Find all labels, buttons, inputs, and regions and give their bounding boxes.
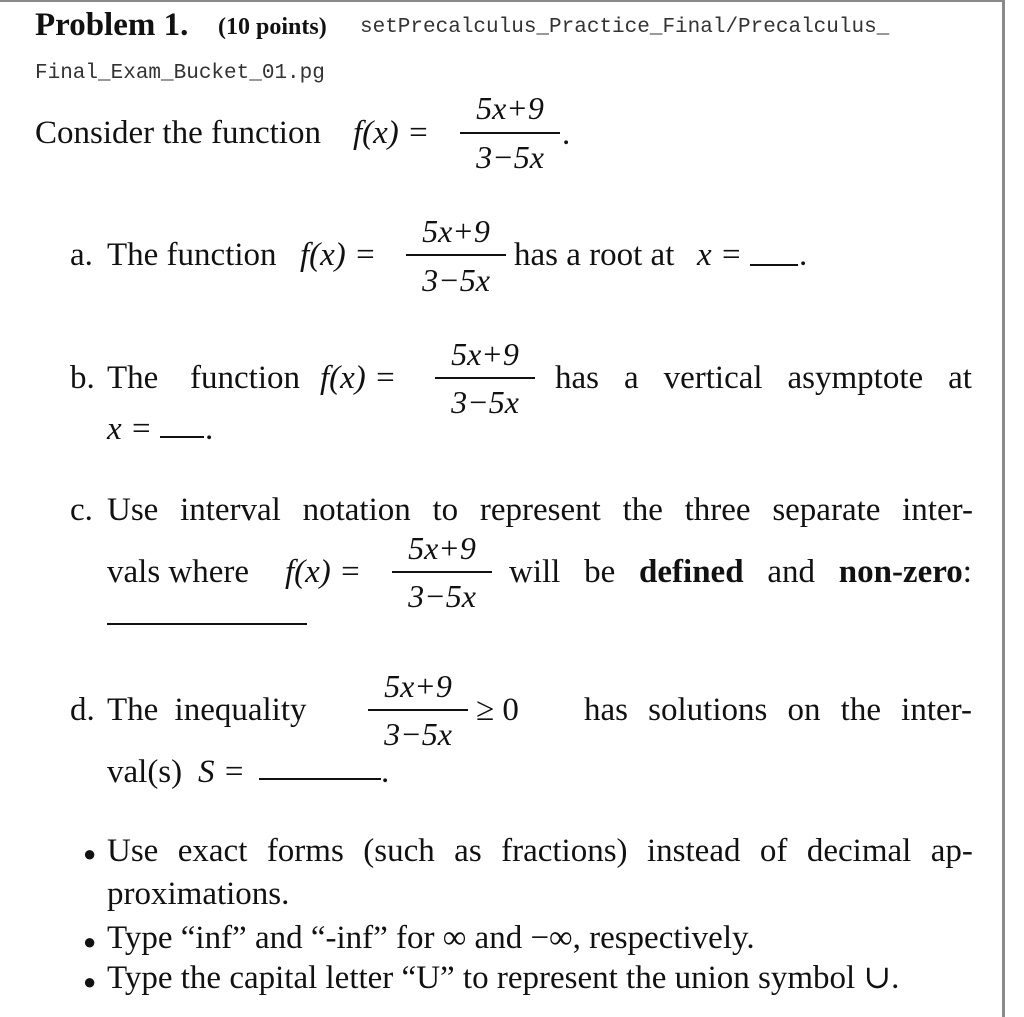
intro-period: . [562,116,571,152]
part-a-x-eq: x = [697,237,743,273]
part-b-text-post [555,362,972,395]
part-a-text: The function [107,237,277,273]
part-c-fx: f(x) = [285,554,362,590]
part-c-word: interval [180,492,281,528]
part-c-colon: : [962,554,972,590]
right-border [1002,0,1005,1017]
part-a-fx: f(x) = [300,237,377,273]
part-d-line2: val(s) [107,754,183,790]
part-c-word: will [509,554,561,590]
part-d-text: The inequality [107,692,307,728]
part-b-fx: f(x) = [320,360,397,396]
part-c-word: notation [302,492,411,528]
part-a-denominator: 3−5x [422,262,490,298]
part-b-word: The [107,360,159,396]
part-a-letter: a. [70,237,93,273]
intro-text: Consider the function [35,115,321,151]
part-b-numerator: 5x+9 [451,336,519,372]
part-c-word: the [622,492,663,528]
part-a-numerator: 5x+9 [422,213,490,249]
part-d-word: the [840,692,881,728]
part-a-text-post: has a root at [514,237,675,273]
note-1 [107,835,973,868]
part-b-answer-blank[interactable] [160,436,204,438]
part-c-text: vals where [107,554,250,590]
source-path-line1: setPrecalculus_Practice_Final/Precalculus_ [360,16,890,39]
note-1-word: decimal [806,833,912,869]
part-b-denominator: 3−5x [451,384,519,420]
bullet-icon: ● [83,969,97,994]
part-c-defined: defined [639,554,744,590]
part-c-word: three [684,492,751,528]
part-d-text-post [584,694,972,727]
note-1-word: instead [647,833,741,869]
note-1-word: Use [107,833,159,869]
part-c-word: represent [479,492,601,528]
part-c-letter: c. [70,492,93,528]
top-rule [0,0,1004,2]
part-d-denominator: 3−5x [384,716,452,752]
part-d-period: . [381,754,390,790]
part-c-answer-blank[interactable] [107,623,307,625]
note-1-word: fractions) [501,833,628,869]
part-b-word: vertical [663,360,763,396]
note-1-word: as [454,833,482,869]
part-d-s-eq: S = [198,754,246,790]
part-c-word: to [432,492,459,528]
part-c-word: Use [107,492,159,528]
part-c-nonzero: non-zero [838,554,963,590]
part-b-text [107,362,300,395]
part-d-letter: d. [70,692,95,728]
part-c-word: separate [772,492,881,528]
part-b-fraction-bar [435,377,535,379]
part-d-geq: ≥ 0 [476,692,519,728]
part-c-denominator: 3−5x [408,578,476,614]
bullet-icon: ● [83,929,97,954]
intro-fraction-bar [460,132,560,134]
part-c-word: inter- [902,492,973,528]
part-c-line1 [107,494,973,527]
bullet-icon: ● [83,841,97,866]
problem-label: Problem 1. [35,7,189,43]
part-a-answer-blank[interactable] [750,264,798,266]
part-a-fraction-bar [406,254,506,256]
note-2: Type “inf” and “-inf” for ∞ and −∞, respectively. [107,920,755,956]
note-1-word: exact [177,833,248,869]
part-b-period: . [205,411,214,447]
part-d-word: on [787,692,821,728]
intro-numerator: 5x+9 [476,90,544,126]
part-c-numerator: 5x+9 [408,530,476,566]
part-c-fraction-bar [392,571,492,573]
part-b-x-eq: x = [107,411,153,447]
part-d-numerator: 5x+9 [384,668,452,704]
note-1-word: ap- [930,833,973,869]
intro-denominator: 3−5x [476,139,544,175]
part-b-letter: b. [70,360,95,396]
note-1-word: (such [363,833,435,869]
intro-fx: f(x) = [353,115,430,151]
note-1-word: of [759,833,788,869]
note-1-word: forms [266,833,344,869]
part-a-period: . [799,237,808,273]
points-label: (10 points) [218,14,327,40]
part-d-word: inter- [901,692,972,728]
part-c-word: and [767,554,815,590]
note-1-line2: proximations. [107,876,290,912]
part-d-word: solutions [648,692,768,728]
part-d-word: has [584,692,628,728]
note-3: Type the capital letter “U” to represent the union symbol ∪. [107,960,900,996]
part-b-word: a [623,360,639,396]
part-b-word: at [948,360,972,396]
part-d-answer-blank[interactable] [259,778,381,780]
part-b-word: has [555,360,599,396]
part-c-text-post [509,556,972,589]
part-c-word: be [584,554,616,590]
part-d-fraction-bar [368,709,468,711]
part-b-word: asymptote [787,360,924,396]
part-b-word: function [190,360,300,396]
source-path-line2: Final_Exam_Bucket_01.pg [35,62,325,85]
